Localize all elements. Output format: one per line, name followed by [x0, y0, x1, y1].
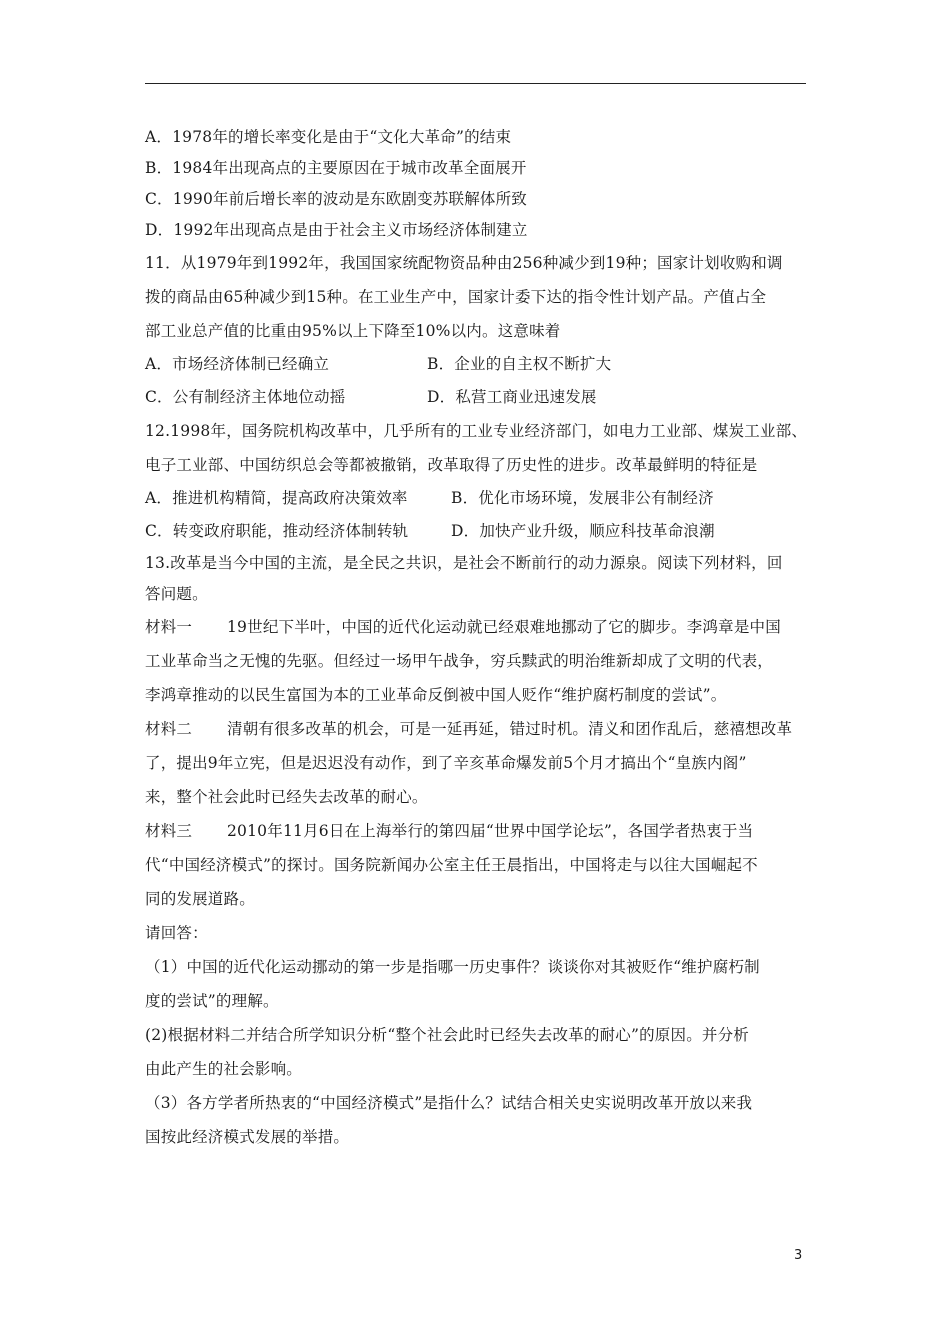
material-2-line-1	[145, 712, 805, 746]
q11-option-a: A．市场经济体制已经确立	[145, 355, 330, 373]
q12-stem-line-1: 12.1998年，国务院机构改革中，几乎所有的工业专业经济部门，如电力工业部、煤炭工业部、	[145, 422, 808, 440]
q11-option-d: D．私营工商业迅速发展	[427, 388, 597, 406]
sub-question-3-line-2: 国按此经济模式发展的举措。	[145, 1128, 350, 1146]
q11-stem-line-1: 11．从1979年到1992年，我国国家统配物资品种由256种减少到19种；国家计划收购和调	[145, 254, 783, 272]
q11-options-row-2	[145, 381, 805, 414]
q10-option-c: C．1990年前后增长率的波动是东欧剧变苏联解体所致	[145, 190, 528, 208]
material-1-line-3: 李鸿章推动的以民生富国为本的工业革命反倒被中国人贬作“维护腐朽制度的尝试”。	[145, 686, 727, 704]
material-2-text-1: 清朝有很多改革的机会，可是一延再延，错过时机。清义和团作乱后，慈禧想改革	[227, 720, 793, 738]
material-1-line-2: 工业革命当之无愧的先驱。但经过一场甲午战争，穷兵黩武的明治维新却成了文明的代表，	[145, 652, 774, 670]
header-rule	[145, 83, 806, 84]
q10-option-a: A．1978年的增长率变化是由于“文化大革命”的结束	[145, 128, 512, 146]
q12-option-c: C．转变政府职能，推动经济体制转轨	[145, 522, 409, 540]
sub-question-1-line-2: 度的尝试”的理解。	[145, 992, 279, 1010]
q11-option-c: C．公有制经济主体地位动摇	[145, 388, 346, 406]
material-3-line-2: 代“中国经济模式”的探讨。国务院新闻办公室主任王晨指出，中国将走与以往大国崛起不	[145, 856, 758, 874]
q11-options-row-1	[145, 348, 805, 381]
q11-stem-line-2: 拨的商品由65种减少到15种。在工业生产中，国家计委下达的指令性计划产品。产值占全	[145, 288, 767, 306]
material-3-text-1: 2010年11月6日在上海举行的第四届“世界中国学论坛”，各国学者热衷于当	[227, 822, 754, 840]
material-2-label: 材料二	[145, 720, 193, 738]
q11-stem-line-3: 部工业总产值的比重由95%以上下降至10%以内。这意味着	[145, 322, 561, 340]
material-1-label: 材料一	[145, 618, 193, 636]
page-number: 3	[794, 1248, 803, 1263]
q12-option-a: A．推进机构精简，提高政府决策效率	[145, 489, 408, 507]
q12-options-row-2	[145, 515, 805, 548]
q12-option-b: B．优化市场环境，发展非公有制经济	[451, 489, 714, 507]
q12-options-row-1	[145, 482, 805, 515]
sub-question-1-line-1: （1）中国的近代化运动挪动的第一步是指哪一历史事件？谈谈你对其被贬作“维护腐朽制	[145, 958, 760, 976]
material-2-line-3: 来，整个社会此时已经失去改革的耐心。	[145, 788, 428, 806]
q10-option-d: D．1992年出现高点是由于社会主义市场经济体制建立	[145, 221, 528, 239]
sub-question-3-line-1: （3）各方学者所热衷的“中国经济模式”是指什么？试结合相关史实说明改革开放以来我	[145, 1094, 753, 1112]
q11-option-b: B．企业的自主权不断扩大	[427, 355, 612, 373]
q10-option-b: B．1984年出现高点的主要原因在于城市改革全面展开	[145, 159, 527, 177]
q12-option-d: D．加快产业升级，顺应科技革命浪潮	[451, 522, 715, 540]
sub-question-2-line-1: (2)根据材料二并结合所学知识分析“整个社会此时已经失去改革的耐心”的原因。并分析	[145, 1026, 750, 1044]
material-3-label: 材料三	[145, 822, 193, 840]
page-content	[145, 122, 808, 1154]
q12-stem-line-2: 电子工业部、中国纺织总会等都被撤销，改革取得了历史性的进步。改革最鲜明的特征是	[145, 456, 758, 474]
material-1-text-1: 19世纪下半叶，中国的近代化运动就已经艰难地挪动了它的脚步。李鸿章是中国	[227, 618, 781, 636]
q13-stem-line-2: 答问题。	[145, 585, 208, 603]
answer-prompt: 请回答：	[145, 924, 208, 942]
q13-stem-line-1: 13.改革是当今中国的主流，是全民之共识，是社会不断前行的动力源泉。阅读下列材料，回	[145, 554, 783, 572]
material-2-line-2: 了，提出9年立宪，但是迟迟没有动作，到了辛亥革命爆发前5个月才搞出个“皇族内阁”	[145, 754, 747, 772]
sub-question-2-line-2: 由此产生的社会影响。	[145, 1060, 303, 1078]
material-1-line-1	[145, 610, 805, 644]
material-3-line-1	[145, 814, 805, 848]
material-3-line-3: 同的发展道路。	[145, 890, 255, 908]
